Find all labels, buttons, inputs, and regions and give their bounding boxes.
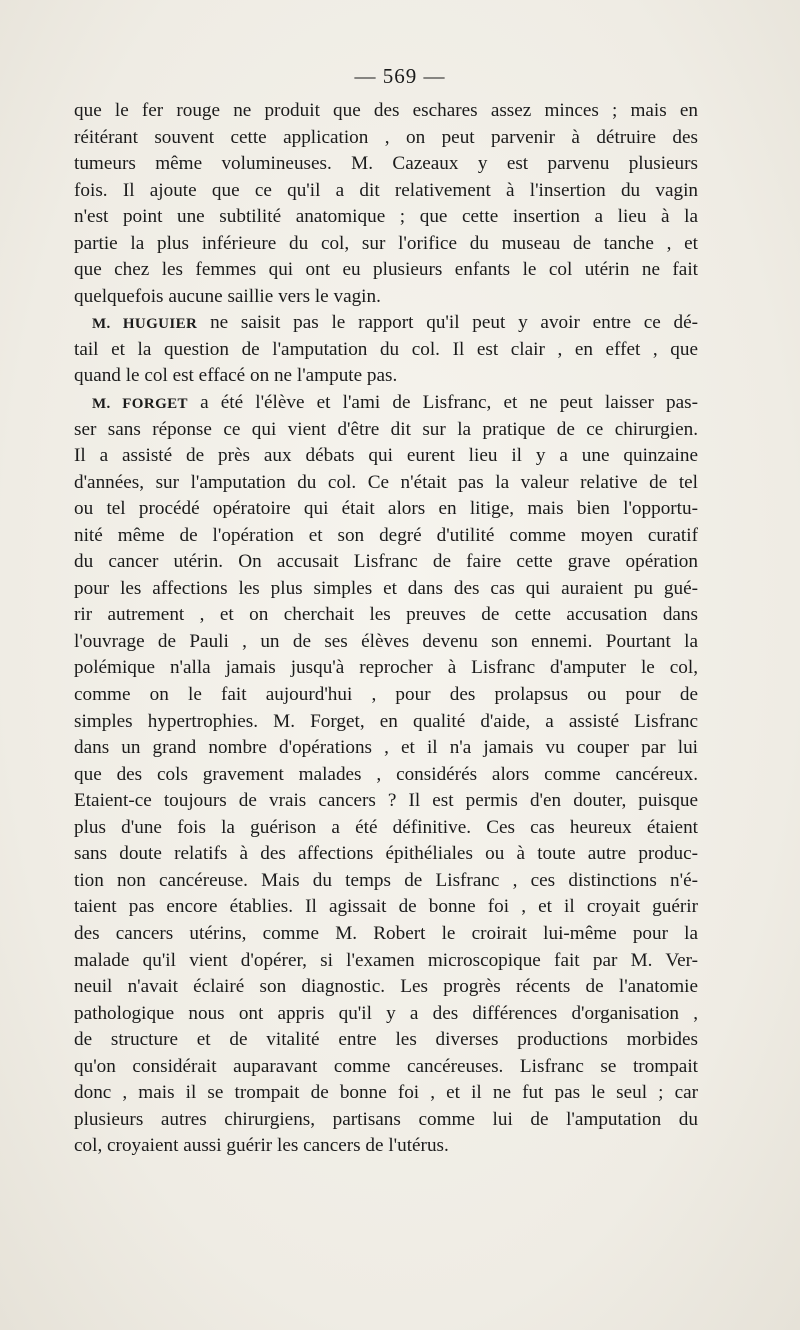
text-line: que le fer rouge ne produit que des eschares assez minces ; mais en (74, 100, 698, 121)
text-line: partie la plus inférieure du col, sur l'orifice du museau de tanche , et (74, 232, 698, 254)
text-line: ou tel procédé opératoire qui était alors en litige, mais bien l'opportu- (74, 498, 698, 520)
text-line: pathologique nous ont appris qu'il y a des différences d'organisation , (74, 1002, 698, 1024)
text-line: donc , mais il se trompait de bonne foi , et il ne fut pas le seul ; car (74, 1082, 698, 1104)
text-line: que des cols gravement malades , considérés alors comme cancéreux. (74, 763, 698, 785)
text-line (74, 310, 698, 337)
text-line: du cancer utérin. On accusait Lisfranc de faire cette grave opération (74, 551, 698, 573)
line-text: ne saisit pas le rapport qu'il peut y avoir entre ce dé- (210, 312, 698, 334)
text-line: nité même de l'opération et son degré d'utilité comme moyen curatif (74, 524, 698, 546)
text-line: dans un grand nombre d'opérations , et il n'a jamais vu couper par lui (74, 737, 698, 759)
text-line: taient pas encore établies. Il agissait de bonne foi , et il croyait guérir (74, 896, 698, 918)
text-line: polémique n'alla jamais jusqu'à reprocher à Lisfranc d'amputer le col, (74, 657, 698, 679)
paragraph (74, 98, 698, 310)
text-line (74, 390, 698, 417)
text-line: sans doute relatifs à des affections épithéliales ou à toute autre produc- (74, 843, 698, 865)
text-line: fois. Il ajoute que ce qu'il a dit relativement à l'insertion du vagin (74, 179, 698, 201)
text-line: pour les affections les plus simples et dans des cas qui auraient pu gué- (74, 577, 698, 599)
text-line: quelquefois aucune saillie vers le vagin. (74, 285, 381, 307)
text-line: Etaient-ce toujours de vrais cancers ? Il est permis d'en douter, puisque (74, 790, 698, 812)
text-line: tumeurs même volumineuses. M. Cazeaux y est parvenu plusieurs (74, 153, 698, 175)
text-line: n'est point une subtilité anatomique ; que cette insertion a lieu à la (74, 206, 698, 228)
text-line: des cancers utérins, comme M. Robert le croirait lui-même pour la (74, 922, 698, 944)
text-line: quand le col est effacé on ne l'ampute pas. (74, 365, 398, 387)
paragraph (74, 310, 698, 390)
text-line: neuil n'avait éclairé son diagnostic. Les progrès récents de l'anatomie (74, 976, 698, 998)
text-line: comme on le fait aujourd'hui , pour des prolapsus ou pour de (74, 684, 698, 706)
text-line: plus d'une fois la guérison a été définitive. Ces cas heureux étaient (74, 816, 698, 838)
text-line: ser sans réponse ce qui vient d'être dit sur la pratique de ce chirurgien. (74, 418, 698, 440)
text-line: col, croyaient aussi guérir les cancers de l'utérus. (74, 1135, 449, 1157)
text-line: Il a assisté de près aux débats qui eurent lieu il y a une quinzaine (74, 445, 698, 467)
text-line: tion non cancéreuse. Mais du temps de Lisfranc , ces distinctions n'é- (74, 869, 698, 891)
text-line: qu'on considérait auparavant comme cancéreuses. Lisfranc se trompait (74, 1055, 698, 1077)
text-line: réitérant souvent cette application , on peut parvenir à détruire des (74, 126, 698, 148)
body-text (74, 98, 698, 1160)
text-line: d'années, sur l'amputation du col. Ce n'était pas la valeur relative de tel (74, 471, 698, 493)
text-line: plusieurs autres chirurgiens, partisans comme lui de l'amputation du (74, 1108, 698, 1130)
speaker-name: M. HUGUIER (92, 316, 198, 333)
text-line: simples hypertrophies. M. Forget, en qualité d'aide, a assisté Lisfranc (74, 710, 698, 732)
line-text: a été l'élève et l'ami de Lisfranc, et ne peut laisser pas- (200, 392, 698, 414)
paragraph (74, 390, 698, 1160)
text-line: l'ouvrage de Pauli , un de ses élèves devenu son ennemi. Pourtant la (74, 630, 698, 652)
text-line: tail et la question de l'amputation du col. Il est clair , en effet , que (74, 338, 698, 360)
page-number: — 569 — (354, 64, 446, 88)
text-line: que chez les femmes qui ont eu plusieurs enfants le col utérin ne fait (74, 259, 698, 281)
text-line: de structure et de vitalité entre les diverses productions morbides (74, 1029, 698, 1051)
text-line: malade qu'il vient d'opérer, si l'examen microscopique fait par M. Ver- (74, 949, 698, 971)
speaker-name: M. FORGET (92, 396, 188, 413)
text-line: rir autrement , et on cherchait les preuves de cette accusation dans (74, 604, 698, 626)
